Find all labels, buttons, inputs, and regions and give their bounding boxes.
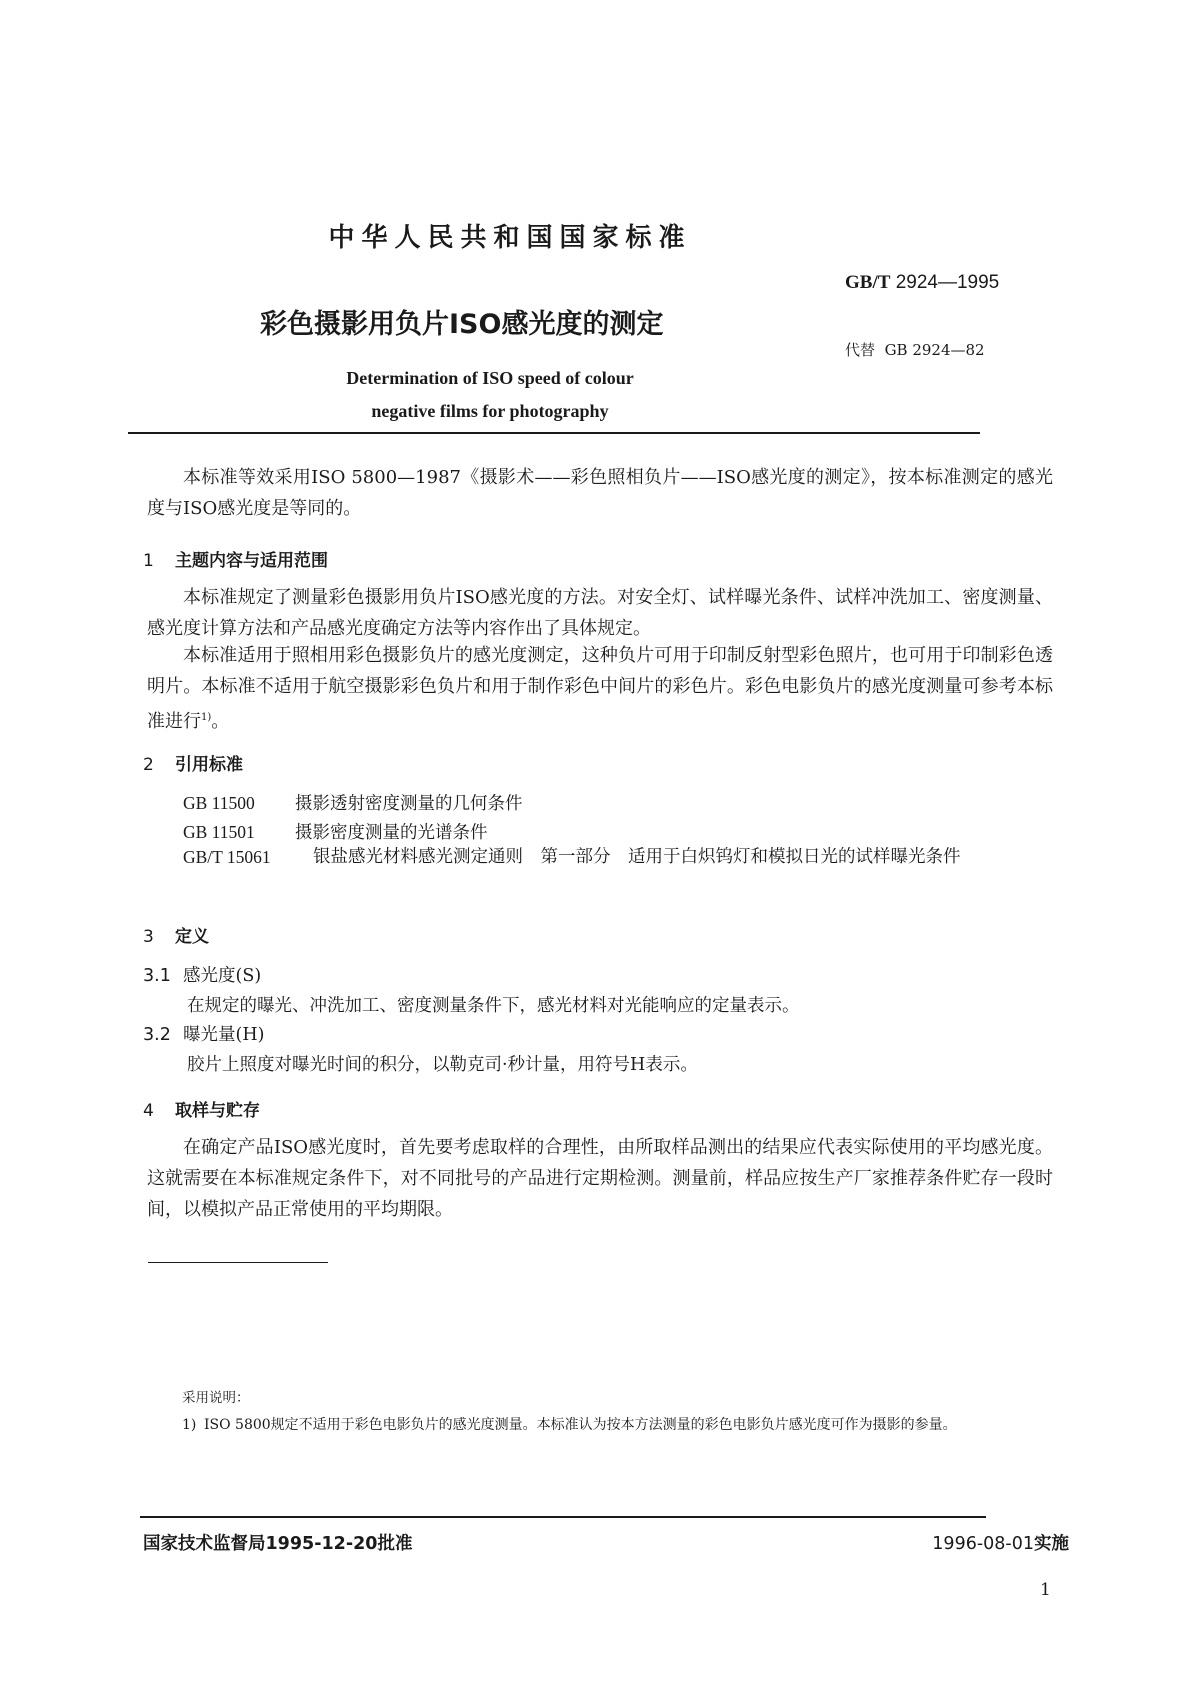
intro-paragraph: 本标准等效采用ISO 5800—1987《摄影术——彩色照相负片——ISO感光度的测定》，按本标准测定的感光度与ISO感光度是等同的。 xyxy=(147,467,1053,519)
definition-number: 3.1 xyxy=(143,966,171,986)
approval-line: 国家技术监督局1995-12-20批准 xyxy=(143,1534,413,1554)
replaces-label: 代替 xyxy=(845,341,876,359)
definition-3-1 xyxy=(143,962,261,987)
title-en-line1: Determination of ISO speed of colour xyxy=(346,368,634,388)
section-title: 引用标准 xyxy=(175,755,243,775)
paragraph-text: 本标准适用于照相用彩色摄影负片的感光度测定，这种负片可用于印制反射型彩色照片，也可用于印制彩色透明片。本标准不适用于航空摄影彩色负片和用于制作彩色中间片的彩色片。彩色电影负片的感光度测量可参考本标准进行 xyxy=(147,645,1053,732)
document-title-cn: 彩色摄影用负片ISO感光度的测定 xyxy=(260,309,664,340)
title-en-line2: negative films for photography xyxy=(371,401,609,421)
section-title: 取样与贮存 xyxy=(175,1101,260,1121)
section-1-paragraph-1: 本标准规定了测量彩色摄影用负片ISO感光度的方法。对安全灯、试样曝光条件、试样冲洗加工、密度测量、感光度计算方法和产品感光度确定方法等内容作出了具体规定。 xyxy=(147,587,1053,639)
section-4-heading xyxy=(143,1096,260,1121)
footnote-marker: 1) xyxy=(201,712,212,723)
reference-code: GB 11500 xyxy=(183,793,255,813)
paragraph-end: 。 xyxy=(211,711,230,732)
effective-date: 1996-08-01 xyxy=(932,1534,1034,1554)
reference-code: GB/T 15061 xyxy=(183,847,271,867)
section-number: 3 xyxy=(143,927,154,947)
section-4-paragraph-1: 在确定产品ISO感光度时，首先要考虑取样的合理性，由所取样品测出的结果应代表实际使用的平均感光度。这就需要在本标准规定条件下，对不同批号的产品进行定期检测。测量前，样品应按生产厂家推荐条件贮存一段时间，以模拟产品正常使用的平均期限。 xyxy=(147,1137,1053,1220)
page-number: 1 xyxy=(1040,1580,1051,1600)
reference-item xyxy=(183,841,1053,873)
footnote-1 xyxy=(182,1411,1058,1439)
reference-title: 摄影密度测量的光谱条件 xyxy=(295,823,488,843)
footnote-marker: 1) xyxy=(182,1417,197,1433)
national-standard-title: 中华人民共和国国家标准 xyxy=(328,223,692,253)
effective-line xyxy=(932,1530,1069,1555)
document-title-en xyxy=(300,362,680,428)
standard-number xyxy=(845,272,999,294)
definition-3-1-body: 在规定的曝光、冲洗加工、密度测量条件下，感光材料对光能响应的定量表示。 xyxy=(187,996,800,1016)
definition-number: 3.2 xyxy=(143,1025,171,1045)
section-1-heading xyxy=(143,546,328,571)
section-3-heading xyxy=(143,922,209,947)
definition-3-2-body: 胶片上照度对曝光时间的积分，以勒克司·秒计量，用符号H表示。 xyxy=(187,1055,698,1075)
footnote-heading: 采用说明： xyxy=(182,1390,250,1406)
section-title: 定义 xyxy=(175,927,209,947)
header-divider xyxy=(128,432,980,434)
definition-3-2 xyxy=(143,1021,264,1046)
section-2-heading xyxy=(143,750,243,775)
footnote-divider xyxy=(148,1262,328,1263)
section-number: 1 xyxy=(143,551,154,571)
reference-title: 银盐感光材料感光测定通则 第一部分 适用于白炽钨灯和模拟日光的试样曝光条件 xyxy=(313,847,961,867)
footer-divider xyxy=(140,1516,986,1518)
definition-term: 感光度(S) xyxy=(183,966,262,986)
section-number: 2 xyxy=(143,755,154,775)
reference-code: GB 11501 xyxy=(183,822,255,842)
effective-label: 实施 xyxy=(1034,1534,1069,1554)
replaces-value: GB 2924—82 xyxy=(884,341,985,359)
section-number: 4 xyxy=(143,1101,154,1121)
standard-prefix: GB/T xyxy=(845,272,891,293)
replaces-note xyxy=(845,339,985,360)
standard-code: 2924—1995 xyxy=(895,272,1000,293)
section-1-paragraph-2 xyxy=(147,640,1053,737)
definition-term: 曝光量(H) xyxy=(183,1025,265,1045)
reference-item xyxy=(183,790,523,815)
section-title: 主题内容与适用范围 xyxy=(175,551,328,571)
footnote-text: ISO 5800规定不适用于彩色电影负片的感光度测量。本标准认为按本方法测量的彩色电影负片感光度可作为摄影的参量。 xyxy=(204,1417,957,1433)
reference-title: 摄影透射密度测量的几何条件 xyxy=(295,794,523,814)
